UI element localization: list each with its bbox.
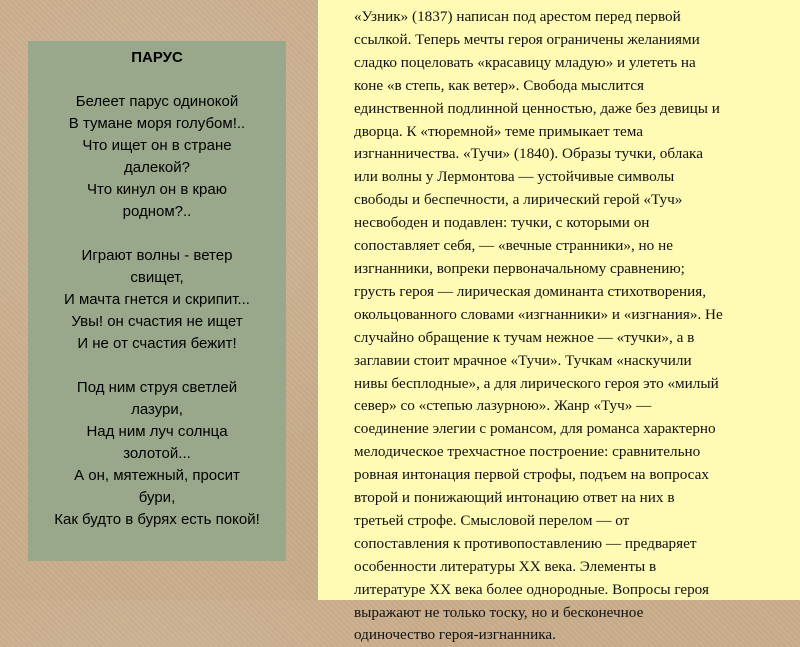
essay-line: сладко поцеловать «красавицу младую» и улететь на xyxy=(354,53,696,71)
poem-line: Играют волны - ветер xyxy=(81,247,233,264)
essay-line: окольцованного словами «изгнанники» и «изгнания». Не xyxy=(354,305,723,323)
poem-line: Под ним струя светлей xyxy=(76,379,238,396)
essay-text xyxy=(354,6,790,647)
essay-line: ссылкой. Теперь мечты героя ограничены желаниями xyxy=(354,30,700,48)
essay-line: второй и понижающий интонацию ответ на них в xyxy=(354,489,675,507)
poem-stanza-3 xyxy=(28,377,286,531)
essay-line: сопоставления к противопоставлению — предваряет xyxy=(354,534,697,552)
essay-line: особенности литературы ХХ века. Элементы в xyxy=(354,557,657,575)
essay-line: «Узник» (1837) написан под арестом перед первой xyxy=(354,8,681,25)
essay-line: сопоставляет себя, — «вечные странники», но не xyxy=(354,237,673,255)
essay-line: единственной подлинной ценностью, даже без девицы и xyxy=(354,99,720,117)
poem-line: Увы! он счастия не ищет xyxy=(71,313,243,330)
essay-line: заглавии стоит мрачное «Тучи». Тучкам «наскучили xyxy=(354,351,692,369)
essay-line: грусть героя — лирическая доминанта стихотворения, xyxy=(354,282,707,300)
essay-line: третьей строфе. Смысловой перелом — от xyxy=(354,511,630,529)
essay-line: или волны у Лермонтова — устойчивые символы xyxy=(354,168,675,186)
essay-line: дворца. К «тюремной» теме примыкает тема xyxy=(354,122,644,140)
essay-line: коне «в степь, как ветер». Свобода мыслится xyxy=(354,76,644,94)
poem-title: ПАРУС xyxy=(131,49,183,66)
poem-line: Что ищет он в стране xyxy=(82,137,232,154)
poem-line: далекой? xyxy=(124,159,190,176)
poem-line: И мачта гнется и скрипит... xyxy=(64,291,250,308)
poem-line: Над ним луч солнца xyxy=(86,423,228,440)
poem-line: Что кинул он в краю xyxy=(87,181,227,198)
poem-line: И не от счастия бежит! xyxy=(77,335,237,352)
essay-line: свободы и беспечности, а лирический герой «Туч» xyxy=(354,191,683,209)
poem-line: В тумане моря голубом!.. xyxy=(68,115,246,132)
poem-line: А он, мятежный, просит xyxy=(74,467,240,484)
poem-line: Белеет парус одинокой xyxy=(75,93,239,110)
poem-line: золотой... xyxy=(123,445,191,462)
essay-line: нивы бесплодные», а для лирического героя это «милый xyxy=(354,374,719,392)
poem-line: родном?.. xyxy=(122,203,192,220)
essay-line: изгнанничества. «Тучи» (1840). Образы тучки, облака xyxy=(354,145,703,163)
essay-line: литературе ХХ века более однородные. Вопросы героя xyxy=(354,580,709,598)
essay-line: ровная интонация первой строфы, подъем на вопросах xyxy=(354,466,709,484)
poem-panel xyxy=(28,41,286,561)
essay-line: север» со «степью лазурною». Жанр «Туч» — xyxy=(354,397,652,415)
essay-panel xyxy=(318,0,800,644)
essay-line: изгнанники, вопреки первоначальному сравнению; xyxy=(354,259,685,277)
poem-line: Как будто в бурях есть покой! xyxy=(54,511,260,528)
poem-stanza-2 xyxy=(28,245,286,355)
poem-line: лазури, xyxy=(131,401,183,418)
essay-line: соединение элегии с романсом, для романса характерно xyxy=(354,420,716,438)
essay-line: несвободен и подавлен: тучки, с которыми он xyxy=(354,214,650,232)
poem-line: бури, xyxy=(138,489,176,506)
essay-line: одиночество героя-изгнанника. xyxy=(354,626,556,644)
essay-line: выражают не только тоску, но и бесконечное xyxy=(354,603,644,621)
poem-stanza-1 xyxy=(28,91,286,223)
essay-line: случайно обращение к тучам нежное — «тучки», а в xyxy=(354,328,695,346)
essay-line: мелодическое трехчастное построение: сравнительно xyxy=(354,443,701,461)
poem-line: свищет, xyxy=(130,269,184,286)
